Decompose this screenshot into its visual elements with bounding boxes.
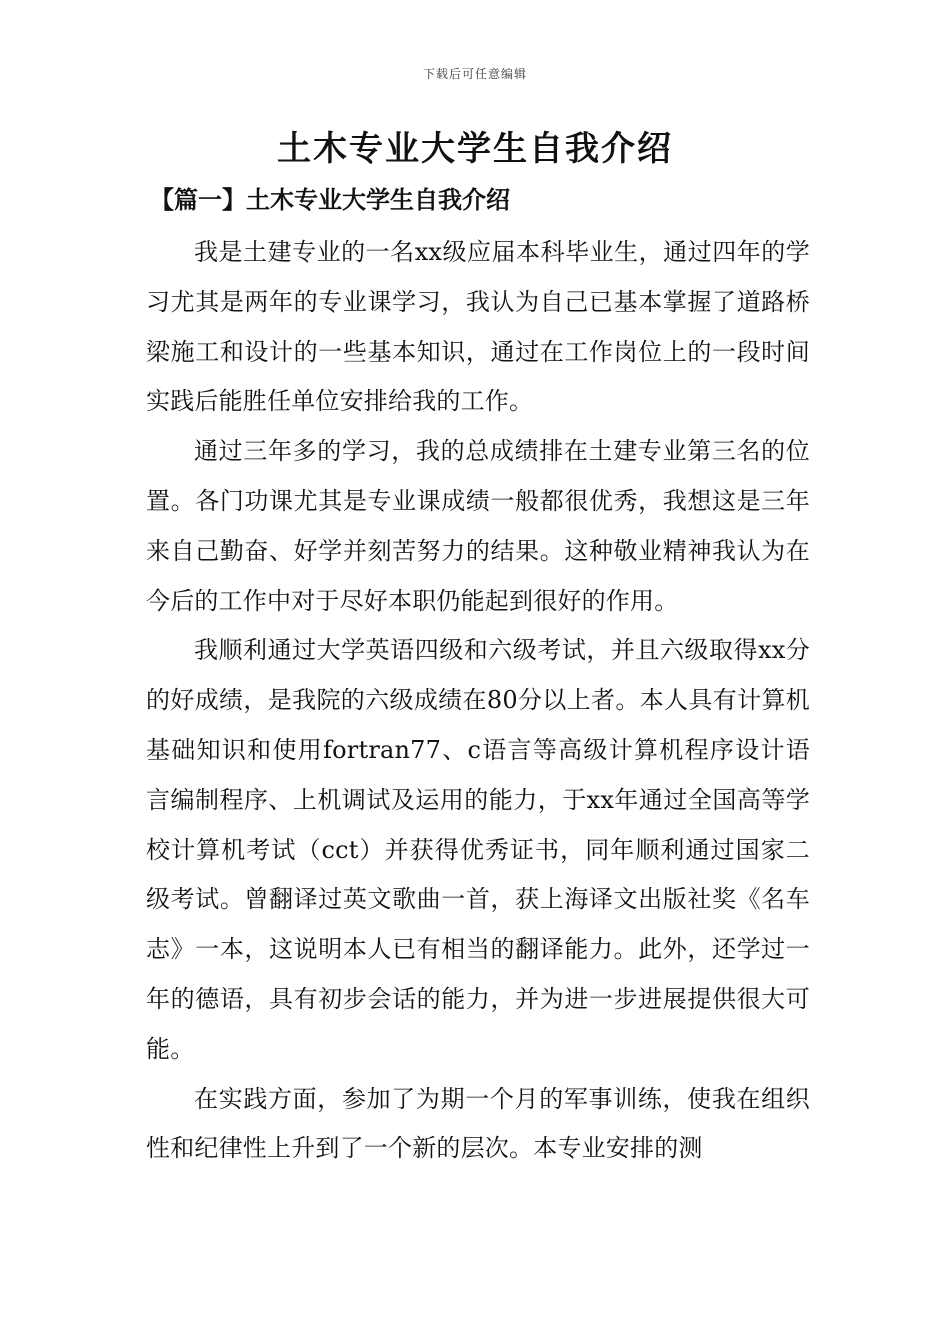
header-note: 下载后可任意编辑 (422, 67, 527, 81)
paragraph-2: 通过三年多的学习，我的总成绩排在土建专业第三名的位置。各门功课尤其是专业课成绩一般都很优秀，我想这是三年来自己勤奋、好学并刻苦努力的结果。这种敬业精神我认为在今后的工作中对于尽好本职仍能起到很好的作用。 (146, 437, 810, 615)
section-heading: 【篇一】土木专业大学生自我介绍 (150, 185, 510, 214)
paragraph-4: 在实践方面，参加了为期一个月的军事训练，使我在组织性和纪律性上升到了一个新的层次。本专业安排的测 (146, 1084, 810, 1163)
paragraph-3: 我顺利通过大学英语四级和六级考试，并且六级取得xx分的好成绩，是我院的六级成绩在80分以上者。本人具有计算机基础知识和使用fortran77、c语言等高级计算机程序设计语言编制程序、上机调试及运用的能力，于xx年通过全国高等学校计算机考试（cct）并获得优秀证书，同年顺利通过国家二级考试。曾翻译过英文歌曲一首，获上海译文出版社奖《名车志》一本，这说明本人已有相当的翻译能力。此外，还学过一年的德语，具有初步会话的能力，并为进一步进展提供很大可能。 (146, 636, 810, 1063)
body-text (146, 228, 810, 1174)
document-title: 土木专业大学生自我介绍 (277, 129, 673, 169)
paragraph-1: 我是土建专业的一名xx级应届本科毕业生，通过四年的学习尤其是两年的专业课学习，我认为自己已基本掌握了道路桥梁施工和设计的一些基本知识，通过在工作岗位上的一段时间实践后能胜任单位安排给我的工作。 (146, 238, 810, 416)
